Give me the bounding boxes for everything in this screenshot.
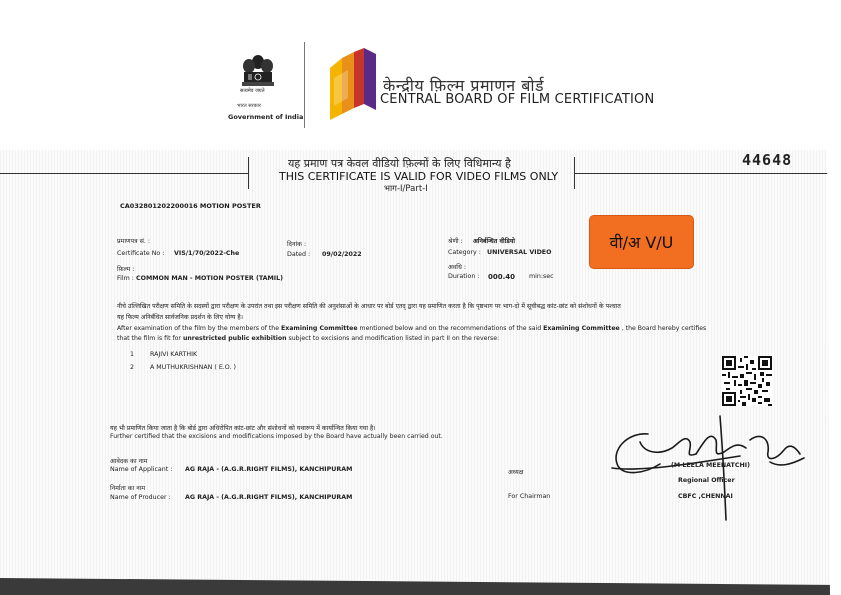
member-number: 2 — [130, 364, 135, 371]
duration-label: Duration : — [448, 273, 480, 280]
cbfc-logo-icon — [328, 48, 376, 120]
para-text: , the Board hereby certifies — [619, 325, 707, 332]
qr-code-icon — [722, 356, 772, 406]
applicant-label-hindi: आवेदक का नाम — [110, 458, 148, 465]
body-para-hindi-2: यह फिल्म अनिर्बंधित सार्वजनिक प्रदर्शन के लिए योग्य है। — [117, 314, 243, 321]
producer-value: AG RAJA - (A.G.R.RIGHT FILMS), KANCHIPURAM — [185, 494, 353, 501]
producer-label: Name of Producer : — [110, 494, 171, 501]
para-text: mentioned below and on the recommendations of the said — [357, 325, 544, 332]
film-value: COMMON MAN - MOTION POSTER (TAMIL) — [136, 275, 283, 282]
further-hindi: यह भी प्रमाणित किया जाता है कि बोर्ड द्वारा अधिरोपित कांट-छांट और संशोधनों को यथारूप में कार्यान्वित किया गया है। — [110, 425, 376, 432]
ashoka-emblem-icon — [236, 50, 280, 108]
validity-tick-left — [248, 157, 249, 189]
validity-english: THIS CERTIFICATE IS VALID FOR VIDEO FILMS ONLY — [279, 170, 559, 183]
duration-value: 000.40 — [488, 273, 516, 281]
cert-no-label: Certificate No : — [117, 250, 165, 257]
part-label: भाग-I/Part-I — [384, 184, 428, 194]
header-divider — [304, 42, 305, 128]
chairman-label: For Chairman — [508, 493, 551, 500]
government-of-india-label: Government of India — [228, 113, 304, 121]
officer-name: (M LEELA MEENATCHI) — [671, 462, 750, 469]
category-value: UNIVERSAL VIDEO — [487, 249, 552, 256]
applicant-value: AG RAJA - (A.G.R.RIGHT FILMS), KANCHIPURAM — [185, 466, 353, 473]
category-label: Category : — [448, 249, 481, 256]
body-para-english-2 — [117, 335, 499, 342]
emblem-country: भारत सरकार — [237, 103, 261, 109]
producer-label-hindi: निर्माता का नाम — [110, 485, 146, 492]
para-bold: Examining Committee — [543, 325, 620, 332]
officer-title: Regional Officer — [678, 477, 735, 484]
para-text: that the film is fit for — [117, 335, 183, 342]
officer-office: CBFC ,CHENNAI — [678, 493, 733, 500]
member-number: 1 — [130, 351, 135, 358]
category-hindi: श्रेणी : — [448, 238, 463, 245]
applicant-label: Name of Applicant : — [110, 466, 173, 473]
body-para-english-1 — [117, 325, 706, 332]
member-name: RAJIVI KARTHIK — [150, 351, 198, 358]
para-bold: unrestricted public exhibition — [182, 335, 287, 342]
validity-rule-right — [574, 173, 841, 174]
cert-no-value: VIS/1/70/2022-Che — [174, 250, 240, 257]
dated-hindi: दिनांक : — [287, 241, 307, 248]
duration-hindi: अवधि : — [448, 264, 466, 271]
chairman-label-hindi: अध्यक्ष — [508, 469, 524, 476]
board-name-hindi: केन्द्रीय फ़िल्म प्रमाणन बोर्ड — [383, 76, 545, 95]
dated-value: 09/02/2022 — [322, 251, 362, 258]
dated-label: Dated : — [287, 251, 311, 258]
film-hindi: फ़िल्म : — [117, 266, 135, 273]
serial-number: 44648 — [742, 151, 793, 169]
further-english: Further certified that the excisions and modifications imposed by the Board have actually been carried out. — [110, 433, 443, 440]
ca-code: CA032801202200016 MOTION POSTER — [120, 202, 261, 210]
para-text: After examination of the film by the members of the — [117, 325, 281, 332]
rating-badge — [589, 215, 694, 269]
member-name: A MUTHUKRISHNAN ( E.O. ) — [150, 364, 236, 371]
duration-unit: min:sec — [529, 273, 554, 280]
film-label: Film : — [117, 275, 134, 282]
board-name-english: CENTRAL BOARD OF FILM CERTIFICATION — [380, 92, 655, 107]
cert-no-hindi: प्रमाणपत्र सं. : — [117, 238, 150, 245]
para-text: subject to excisions and modification listed in part II on the reverse: — [286, 335, 500, 342]
rating-badge-label: वी/अ V/U — [609, 233, 674, 252]
para-bold: Examining Committee — [280, 325, 358, 332]
validity-rule-left — [0, 173, 248, 174]
category-hindi-value: अनिर्बन्धित वीडियो — [473, 238, 515, 245]
validity-hindi: यह प्रमाण पत्र केवल वीडियो फ़िल्मों के लिए विधिमान्य है — [288, 157, 511, 170]
validity-tick-right — [574, 157, 575, 189]
body-para-hindi: नीचे उल्लिखित परीक्षण समिति के सदस्यों द्वारा परीक्षण के उपरांत तथा इस परीक्षण समिति की अनुशंसाओं के आधार पर बोर्ड एतद् द्वारा यह प्रमाणित करता है कि पृष्ठभाग पर भाग-दो में सूचीबद्ध कांट-छांट को संशोधनों के पश्चात — [117, 303, 621, 310]
emblem-motto: सत्यमेव जयते — [240, 88, 265, 94]
